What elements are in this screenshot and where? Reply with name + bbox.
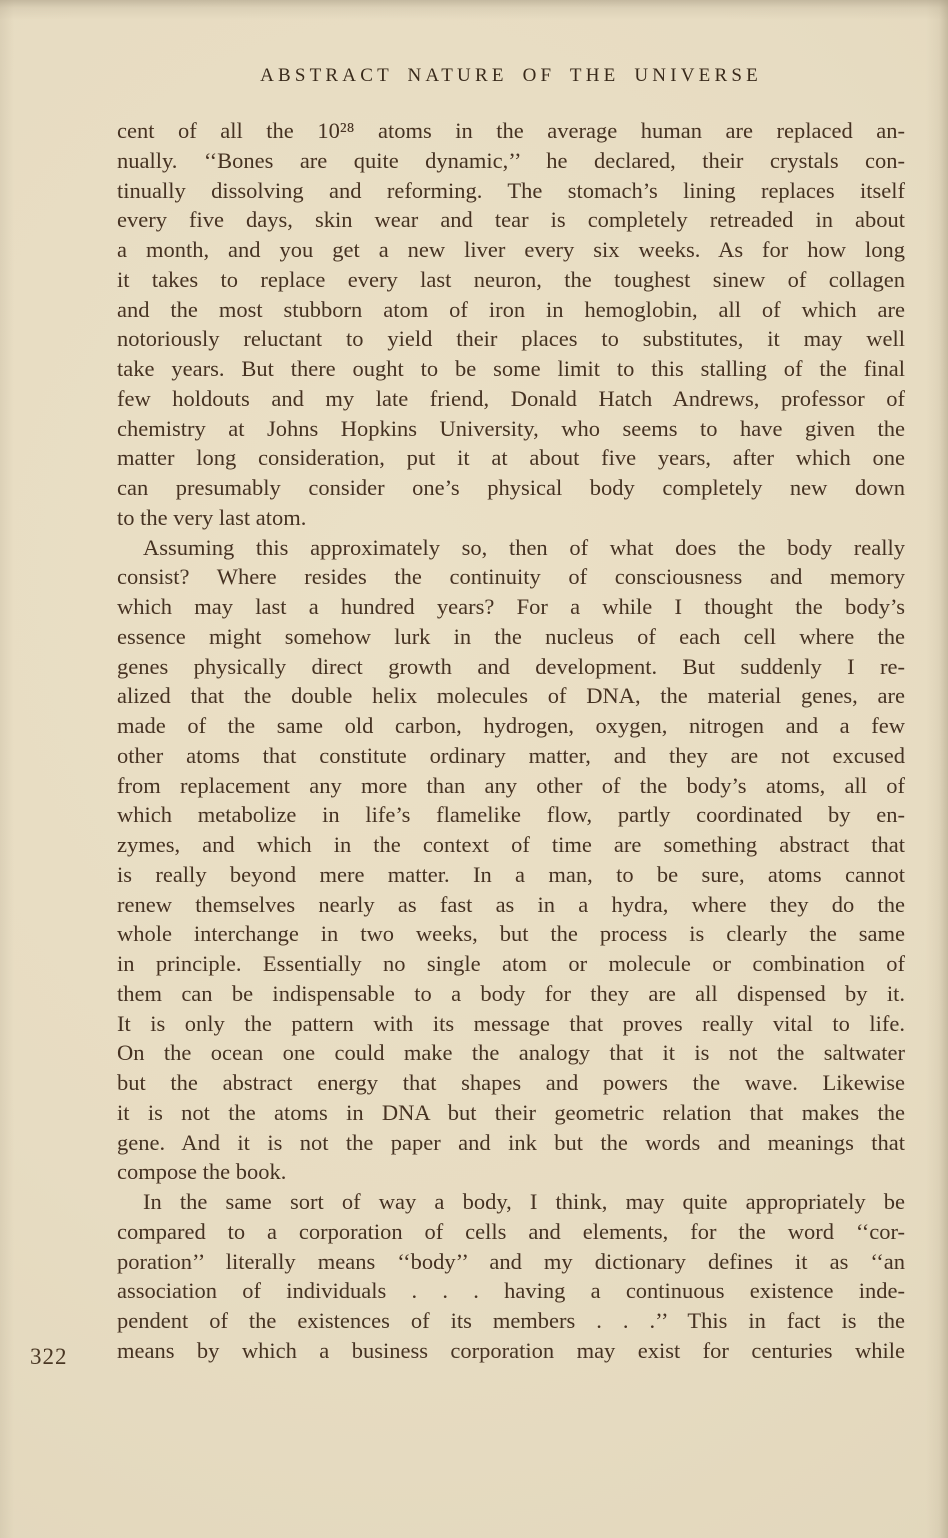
text-line: take years. But there ought to be some limit to this stalling of the final [117,356,905,381]
text-line: cent of all the 10²⁸ atoms in the average human are replaced an- [117,118,905,143]
text-line: few holdouts and my late friend, Donald Hatch Andrews, professor of [117,385,905,411]
paragraph [117,1187,905,1366]
page-number: 322 [30,1344,68,1369]
text-line: nually. ‘‘Bones are quite dynamic,’’ he declared, their crystals con- [117,147,905,173]
text-line: them can be indispensable to a body for they are all dispensed by it. [117,980,905,1006]
text-line: matter long consideration, put it at about five years, after which one [117,445,905,471]
text-line: which may last a hundred years? For a while I thought the body’s [117,594,905,619]
text-line: genes physically direct growth and development. But suddenly I re- [117,653,905,679]
text-block [117,116,905,1366]
text-line: chemistry at Johns Hopkins University, who seems to have given the [117,415,905,441]
text-line: in principle. Essentially no single atom or molecule or combination of [117,951,905,976]
text-line: can presumably consider one’s physical body completely new down [117,475,905,500]
text-line: gene. And it is not the paper and ink but the words and meanings that [117,1129,905,1155]
text-line: made of the same old carbon, hydrogen, oxygen, nitrogen and a few [117,713,905,738]
text-line: compose the book. [117,1159,287,1185]
text-line: pendent of the existences of its members . . .’’ This in fact is the [117,1308,905,1333]
paragraph [117,116,905,533]
text-line: renew themselves nearly as fast as in a hydra, where they do the [117,891,905,917]
text-line: zymes, and which in the context of time are something abstract that [117,832,905,857]
text-line: essence might somehow lurk in the nucleus of each cell where the [117,623,905,649]
text-line: which metabolize in life’s flamelike flow, partly coordinated by en- [117,802,905,828]
text-line: Assuming this approximately so, then of what does the body really [143,534,905,560]
text-line: but the abstract energy that shapes and powers the wave. Likewise [117,1070,905,1095]
text-line: means by which a business corporation may exist for centuries while [117,1337,905,1363]
text-line: It is only the pattern with its message that proves really vital to life. [117,1010,905,1036]
text-line: every five days, skin wear and tear is completely retreaded in about [117,207,905,233]
text-line: notoriously reluctant to yield their places to substitutes, it may well [117,326,905,352]
running-head: ABSTRACT NATURE OF THE UNIVERSE [260,65,762,86]
text-line: to the very last atom. [117,504,307,530]
text-line: tinually dissolving and reforming. The stomach’s lining replaces itself [117,177,905,203]
text-line: association of individuals . . . having a continuous existence inde- [117,1278,905,1304]
text-line: alized that the double helix molecules of DNA, the material genes, are [117,683,905,709]
text-line: is really beyond mere matter. In a man, to be sure, atoms cannot [117,861,905,887]
text-line: consist? Where resides the continuity of consciousness and memory [117,564,905,590]
text-line: compared to a corporation of cells and elements, for the word ‘‘cor- [117,1218,905,1244]
text-line: poration’’ literally means ‘‘body’’ and my dictionary defines it as ‘‘an [117,1248,905,1274]
paragraph [117,533,905,1188]
text-line: and the most stubborn atom of iron in hemoglobin, all of which are [117,296,905,322]
text-line: it takes to replace every last neuron, the toughest sinew of collagen [117,266,905,292]
text-line: it is not the atoms in DNA but their geometric relation that makes the [117,1099,905,1125]
text-line: other atoms that constitute ordinary matter, and they are not excused [117,742,905,768]
text-line: On the ocean one could make the analogy that it is not the saltwater [117,1040,905,1066]
text-line: from replacement any more than any other of the body’s atoms, all of [117,772,905,798]
text-line: In the same sort of way a body, I think, may quite appropriately be [143,1189,905,1214]
text-line: whole interchange in two weeks, but the process is clearly the same [117,921,905,947]
text-line: a month, and you get a new liver every six weeks. As for how long [117,237,905,262]
